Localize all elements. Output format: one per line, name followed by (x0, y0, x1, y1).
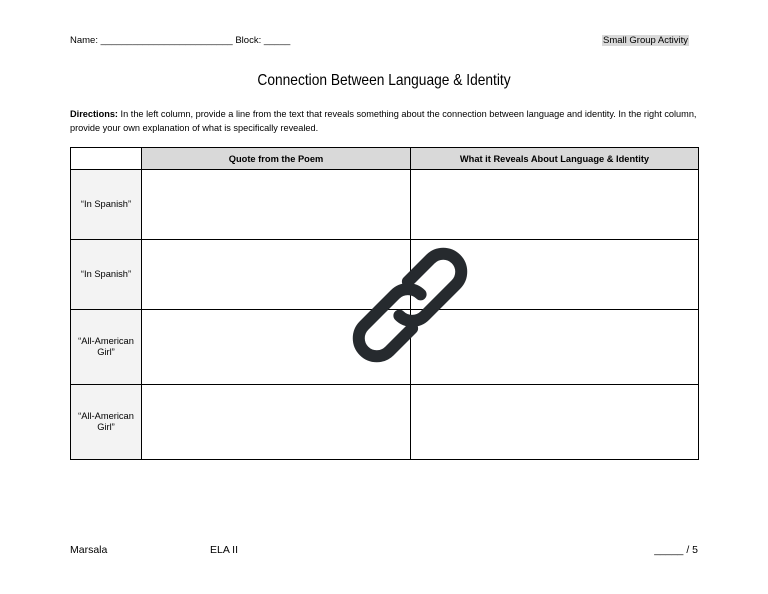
reveals-cell[interactable] (411, 385, 699, 460)
row-label: “In Spanish” (71, 240, 142, 310)
chain-link-icon (333, 228, 487, 382)
header-quote: Quote from the Poem (142, 148, 411, 170)
header-reveals: What it Reveals About Language & Identity (411, 148, 699, 170)
page-title: Connection Between Language & Identity (257, 72, 511, 89)
table-row (71, 385, 699, 460)
directions-text: In the left column, provide a line from the text that reveals something about the connection between language and identity. In the right column, provide your own explanation of what is specifically revealed. (70, 109, 697, 133)
name-block-line[interactable]: Name: _________________________ Block: _____ (70, 35, 291, 46)
row-label: “All-American Girl” (71, 310, 142, 385)
quote-cell[interactable] (142, 385, 411, 460)
row-label: “All-American Girl” (71, 385, 142, 460)
footer-score[interactable]: _____ / 5 (654, 544, 698, 556)
row-label: “In Spanish” (71, 170, 142, 240)
header-blank-cell (71, 148, 142, 170)
activity-label: Small Group Activity (603, 35, 688, 46)
directions-label: Directions: (70, 109, 118, 119)
table-header-row (71, 148, 699, 170)
footer-teacher: Marsala (70, 544, 108, 556)
directions (70, 108, 700, 135)
footer-course: ELA II (210, 544, 239, 556)
